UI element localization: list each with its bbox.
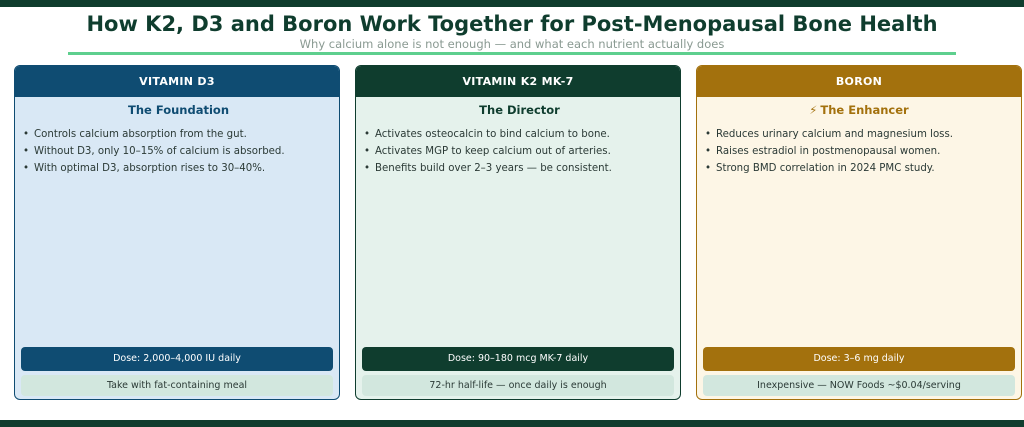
boron-note: Inexpensive — NOW Foods ~$0.04/serving bbox=[703, 375, 1015, 396]
bullet-text: Raises estradiol in postmenopausal women. bbox=[716, 146, 941, 157]
boron-header: BORON bbox=[697, 66, 1021, 97]
boron-bullet-list bbox=[697, 126, 1021, 177]
bullet-icon: • bbox=[705, 146, 712, 157]
boron-card bbox=[696, 65, 1022, 400]
bottom-accent-bar bbox=[0, 420, 1024, 427]
bullet-icon: • bbox=[23, 129, 30, 140]
bullet-icon: • bbox=[23, 163, 30, 174]
boron-subtitle bbox=[697, 103, 1021, 117]
list-item bbox=[705, 126, 1011, 143]
list-item bbox=[364, 143, 670, 160]
list-item bbox=[705, 143, 1011, 160]
vitamin-d3-role: The Foundation bbox=[127, 103, 230, 117]
list-item bbox=[23, 126, 329, 143]
vitamin-k2-card bbox=[355, 65, 681, 400]
bullet-text: Strong BMD correlation in 2024 PMC study. bbox=[716, 163, 935, 174]
vitamin-d3-subtitle bbox=[15, 103, 339, 117]
boron-dose-badge: Dose: 3–6 mg daily bbox=[703, 347, 1015, 371]
bullet-text: Without D3, only 10–15% of calcium is absorbed. bbox=[34, 146, 285, 157]
bullet-icon: • bbox=[364, 129, 371, 140]
vitamin-d3-header: VITAMIN D3 bbox=[15, 66, 339, 97]
vitamin-d3-card bbox=[14, 65, 340, 400]
top-accent-bar bbox=[0, 0, 1024, 7]
vitamin-d3-dose-badge: Dose: 2,000–4,000 IU daily bbox=[21, 347, 333, 371]
list-item bbox=[705, 160, 1011, 177]
vitamin-d3-note: Take with fat-containing meal bbox=[21, 375, 333, 396]
bullet-icon: • bbox=[364, 146, 371, 157]
lightning-icon: ⚡ bbox=[809, 103, 818, 117]
list-item bbox=[23, 160, 329, 177]
vitamin-k2-role: The Director bbox=[479, 103, 560, 117]
title-underline bbox=[68, 52, 956, 55]
page-subtitle: Why calcium alone is not enough — and what each nutrient actually does bbox=[299, 37, 725, 51]
vitamin-k2-note: 72-hr half-life — once daily is enough bbox=[362, 375, 674, 396]
bullet-icon: • bbox=[23, 146, 30, 157]
list-item bbox=[364, 160, 670, 177]
list-item bbox=[364, 126, 670, 143]
bullet-icon: • bbox=[364, 163, 371, 174]
bullet-text: Controls calcium absorption from the gut. bbox=[34, 129, 247, 140]
bullet-text: With optimal D3, absorption rises to 30–40%. bbox=[34, 163, 266, 174]
list-item bbox=[23, 143, 329, 160]
bullet-text: Benefits build over 2–3 years — be consistent. bbox=[375, 163, 612, 174]
vitamin-d3-bullet-list bbox=[15, 126, 339, 177]
boron-role: The Enhancer bbox=[820, 103, 909, 117]
vitamin-k2-subtitle bbox=[356, 103, 680, 117]
bullet-text: Activates MGP to keep calcium out of arteries. bbox=[375, 146, 611, 157]
bullet-icon: • bbox=[705, 163, 712, 174]
vitamin-k2-header: VITAMIN K2 MK-7 bbox=[356, 66, 680, 97]
bullet-icon: • bbox=[705, 129, 712, 140]
vitamin-k2-bullet-list bbox=[356, 126, 680, 177]
vitamin-k2-dose-badge: Dose: 90–180 mcg MK-7 daily bbox=[362, 347, 674, 371]
bullet-text: Activates osteocalcin to bind calcium to bone. bbox=[375, 129, 610, 140]
bullet-text: Reduces urinary calcium and magnesium loss. bbox=[716, 129, 954, 140]
page-title: How K2, D3 and Boron Work Together for Post-Menopausal Bone Health bbox=[86, 12, 938, 36]
